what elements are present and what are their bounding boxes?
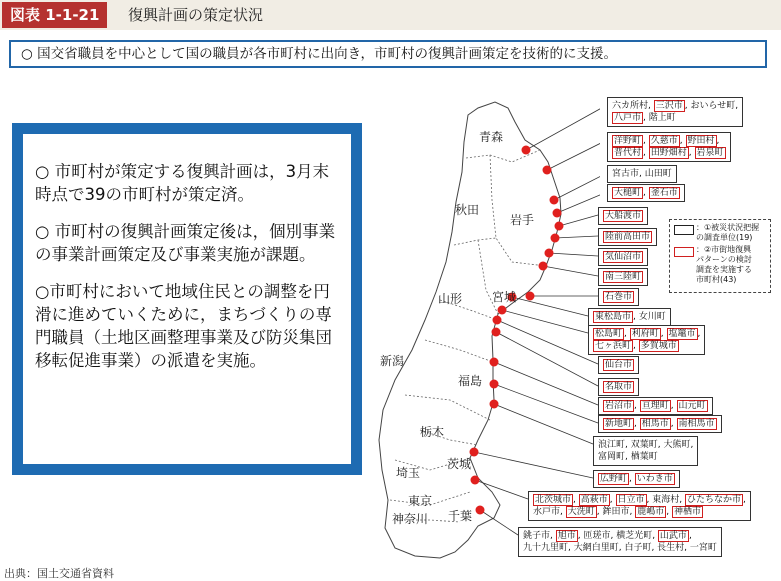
municipality-name: , bbox=[679, 136, 686, 146]
municipality-name-highlighted: 岩泉町 bbox=[696, 148, 724, 158]
pref-saitama: 埼玉 bbox=[396, 466, 421, 480]
source-note: 出典：国土交通省資料 bbox=[4, 567, 114, 580]
leader-line bbox=[543, 266, 598, 276]
municipality-name-highlighted: 新地町 bbox=[605, 419, 633, 429]
area-marker bbox=[498, 306, 507, 315]
area-marker bbox=[493, 316, 502, 325]
municipality-name-highlighted: いわき市 bbox=[636, 474, 673, 484]
pref-tochigi: 栃木 bbox=[420, 425, 445, 439]
legend-item-2: ：②市街地復興 パターンの検討 調査を実施する 市町村(43) bbox=[696, 245, 752, 284]
area-marker bbox=[550, 196, 559, 205]
label-line bbox=[593, 311, 666, 323]
leader-line bbox=[496, 332, 598, 386]
leader-line bbox=[494, 384, 598, 423]
municipality-name: , 女川町 bbox=[633, 312, 666, 322]
municipality-name-highlighted: 三沢市 bbox=[655, 101, 683, 111]
leader-line bbox=[494, 362, 598, 405]
leader-line bbox=[526, 105, 600, 150]
municipality-name: , bbox=[609, 495, 616, 505]
label-line bbox=[603, 418, 717, 430]
municipality-name: , 東海村, bbox=[646, 495, 685, 505]
municipality-name-highlighted: 利府町 bbox=[631, 329, 659, 339]
municipality-label-19 bbox=[518, 527, 722, 557]
figure-title: 復興計画の策定状況 bbox=[128, 6, 264, 24]
municipality-name: , bbox=[629, 474, 635, 484]
municipality-name: , 階上町 bbox=[643, 113, 676, 123]
summary-banner: ○ 国交省職員を中心として国の職員が各市町村に出向き，市町村の復興計画策定を技術的に支援。 bbox=[9, 40, 767, 68]
label-line bbox=[598, 473, 675, 485]
municipality-label-8 bbox=[598, 268, 648, 286]
municipality-name-highlighted: 相馬市 bbox=[641, 419, 669, 429]
municipality-name-highlighted: ひたちなか市 bbox=[686, 495, 741, 505]
area-marker bbox=[476, 506, 485, 515]
municipality-name-highlighted: 旭市 bbox=[557, 531, 576, 541]
municipality-name: 宮古市, 山田町 bbox=[612, 169, 672, 179]
label-line bbox=[603, 271, 643, 283]
municipality-name: 九十九里町, 大網白里町, 白子町, 長生村, 一宮町 bbox=[523, 543, 717, 553]
municipality-name-highlighted: 七ヶ浜町 bbox=[595, 341, 632, 351]
label-line bbox=[603, 359, 634, 371]
leader-line bbox=[554, 173, 600, 200]
leader-line bbox=[497, 320, 598, 364]
municipality-name: 富岡町, 楢葉町 bbox=[598, 452, 658, 462]
municipality-name: , bbox=[688, 531, 692, 541]
municipality-name: , bbox=[624, 329, 630, 339]
municipality-name-highlighted: 広野町 bbox=[600, 474, 628, 484]
municipality-label-16 bbox=[593, 436, 698, 466]
label-line bbox=[612, 100, 738, 112]
label-line bbox=[593, 328, 700, 340]
municipality-name: , 鉾田市, bbox=[596, 507, 636, 517]
leader-line bbox=[512, 297, 588, 316]
info-point-1: ○ 市町村が策定する復興計画は，3月末時点で39の市町村が策定済。 bbox=[35, 162, 330, 204]
label-line bbox=[612, 187, 680, 199]
figure-label: 図表 1-1-21 bbox=[2, 2, 107, 28]
municipality-name: , bbox=[634, 419, 640, 429]
pref-ibaraki: 茨城 bbox=[447, 457, 472, 471]
pref-iwate: 岩手 bbox=[510, 213, 535, 227]
municipality-name-highlighted: 気仙沼市 bbox=[605, 252, 642, 262]
leader-line bbox=[547, 140, 600, 170]
area-marker bbox=[471, 476, 480, 485]
header-bar bbox=[0, 0, 781, 30]
info-panel-body bbox=[23, 134, 351, 464]
municipality-name-highlighted: 大槌町 bbox=[614, 188, 642, 198]
area-marker bbox=[490, 400, 499, 409]
municipality-name-highlighted: 普代村 bbox=[614, 148, 642, 158]
label-line bbox=[598, 451, 693, 463]
pref-akita: 秋田 bbox=[455, 203, 480, 217]
municipality-name-highlighted: 高萩市 bbox=[580, 495, 608, 505]
legend-red-box bbox=[674, 247, 694, 257]
municipality-name-highlighted: 北茨城市 bbox=[535, 495, 572, 505]
area-marker bbox=[539, 262, 548, 271]
pref-tokyo: 東京 bbox=[408, 494, 433, 508]
municipality-name-highlighted: 松島町 bbox=[595, 329, 623, 339]
municipality-name-highlighted: 仙台市 bbox=[605, 360, 633, 370]
pref-fukushima: 福島 bbox=[458, 374, 483, 388]
municipality-label-17 bbox=[593, 470, 680, 488]
map-landmass bbox=[379, 102, 561, 558]
municipality-label-3 bbox=[607, 165, 677, 183]
municipality-name-highlighted: 久慈市 bbox=[650, 136, 678, 146]
municipality-name-highlighted: 釜石市 bbox=[650, 188, 678, 198]
municipality-name-highlighted: 洋野町 bbox=[614, 136, 642, 146]
label-line bbox=[612, 147, 726, 159]
municipality-name-highlighted: 大船渡市 bbox=[605, 211, 642, 221]
info-panel bbox=[12, 123, 362, 475]
municipality-name-highlighted: 多賀城市 bbox=[640, 341, 677, 351]
leader-line bbox=[494, 404, 593, 444]
municipality-name: , bbox=[666, 507, 672, 517]
municipality-label-12 bbox=[598, 356, 639, 374]
municipality-name-highlighted: 南相馬市 bbox=[678, 419, 715, 429]
municipality-name: , bbox=[688, 148, 695, 158]
municipality-label-4 bbox=[607, 184, 685, 202]
municipality-name-highlighted: 大洗町 bbox=[567, 507, 595, 517]
area-marker bbox=[551, 234, 560, 243]
municipality-name: , 匝瑳市, 横芝光町, bbox=[577, 531, 658, 541]
municipality-name-highlighted: 八戸市 bbox=[614, 113, 642, 123]
municipality-name-highlighted: 亘理町 bbox=[641, 401, 669, 411]
pref-kanagawa: 神奈川 bbox=[392, 512, 429, 526]
municipality-name: , bbox=[643, 188, 649, 198]
municipality-label-2 bbox=[607, 132, 731, 162]
municipality-name: , bbox=[670, 401, 677, 411]
label-line bbox=[523, 530, 717, 542]
municipality-name: , bbox=[660, 329, 667, 339]
legend-item-1: ：①被災状況把握 の調査単位(19) bbox=[696, 223, 760, 242]
municipality-name-highlighted: 日立市 bbox=[617, 495, 645, 505]
municipality-name-highlighted: 名取市 bbox=[605, 382, 633, 392]
pref-niigata: 新潟 bbox=[380, 354, 405, 368]
municipality-name: , bbox=[633, 341, 639, 351]
leader-line bbox=[502, 310, 588, 333]
municipality-name-highlighted: 塩竈市 bbox=[668, 329, 696, 339]
area-marker bbox=[490, 380, 499, 389]
legend bbox=[669, 219, 771, 293]
area-marker bbox=[490, 358, 499, 367]
municipality-label-7 bbox=[598, 248, 648, 266]
label-line bbox=[593, 340, 700, 352]
leader-line bbox=[559, 215, 598, 226]
municipality-name: , bbox=[716, 136, 720, 146]
municipality-name: , bbox=[643, 136, 649, 146]
municipality-name: 銚子市, bbox=[523, 531, 556, 541]
municipality-name: , bbox=[573, 495, 579, 505]
area-marker bbox=[526, 292, 535, 301]
info-point-2: ○ 市町村の復興計画策定後は，個別事業の事業計画策定及び事業実施が課題。 bbox=[35, 222, 336, 264]
municipality-label-5 bbox=[598, 207, 648, 225]
label-line bbox=[533, 494, 746, 506]
pref-yamagata: 山形 bbox=[438, 292, 463, 306]
municipality-name-highlighted: 山元町 bbox=[678, 401, 706, 411]
label-line bbox=[603, 291, 634, 303]
label-line bbox=[603, 210, 643, 222]
municipality-name-highlighted: 岩沼市 bbox=[605, 401, 633, 411]
label-line bbox=[603, 231, 652, 243]
municipality-name: 水戸市, bbox=[533, 507, 566, 517]
municipality-label-11 bbox=[588, 325, 705, 355]
municipality-label-1 bbox=[607, 97, 743, 127]
municipality-label-15 bbox=[598, 415, 722, 433]
municipality-name-highlighted: 神栖市 bbox=[673, 507, 701, 517]
pref-chiba: 千葉 bbox=[448, 509, 473, 523]
label-line bbox=[612, 168, 672, 180]
municipality-label-18 bbox=[528, 491, 751, 521]
pref-miyagi: 宮城 bbox=[492, 290, 517, 304]
label-line bbox=[603, 400, 708, 412]
municipality-name: , bbox=[634, 401, 640, 411]
label-line bbox=[603, 251, 643, 263]
area-marker bbox=[553, 209, 562, 218]
municipality-name-highlighted: 山武市 bbox=[659, 531, 687, 541]
municipality-name: , bbox=[697, 329, 701, 339]
municipality-label-10 bbox=[588, 308, 671, 326]
municipality-name: , bbox=[643, 148, 649, 158]
municipality-name-highlighted: 鹿嶋市 bbox=[637, 507, 665, 517]
label-line bbox=[612, 112, 738, 124]
municipality-name-highlighted: 陸前高田市 bbox=[605, 232, 651, 242]
municipality-name-highlighted: 野田村 bbox=[687, 136, 715, 146]
municipality-name-highlighted: 東松島市 bbox=[595, 312, 632, 322]
municipality-label-13 bbox=[598, 378, 639, 396]
municipality-label-14 bbox=[598, 397, 713, 415]
label-line bbox=[533, 506, 746, 518]
leader-line bbox=[555, 236, 598, 238]
leader-line bbox=[549, 253, 598, 256]
info-point-3: ○市町村において地域住民との調整を円滑に進めていくために，まちづくりの専門職員（土地区画整理事業及び防災集団移転促進事業）の派遣を実施。 bbox=[35, 282, 332, 370]
pref-aomori: 青森 bbox=[479, 130, 504, 144]
area-marker bbox=[543, 166, 552, 175]
area-marker bbox=[522, 146, 531, 155]
municipality-name: , bbox=[670, 419, 677, 429]
area-marker bbox=[545, 249, 554, 258]
area-marker bbox=[555, 222, 564, 231]
municipality-label-9 bbox=[598, 288, 639, 306]
municipality-name: 六カ所村, bbox=[612, 101, 654, 111]
municipality-label-6 bbox=[598, 228, 657, 246]
municipality-name-highlighted: 石巻市 bbox=[605, 292, 633, 302]
municipality-name: , bbox=[742, 495, 746, 505]
leader-line bbox=[474, 452, 593, 478]
label-line bbox=[603, 381, 634, 393]
legend-black-box bbox=[674, 225, 694, 235]
area-marker bbox=[492, 328, 501, 337]
label-line bbox=[523, 542, 717, 554]
municipality-name-highlighted: 南三陸町 bbox=[605, 272, 642, 282]
municipality-name-highlighted: 田野畑村 bbox=[650, 148, 687, 158]
municipality-name: 浪江町, 双葉町, 大熊町, bbox=[598, 440, 694, 450]
label-line bbox=[598, 439, 693, 451]
label-line bbox=[612, 135, 726, 147]
municipality-name: , おいらせ町, bbox=[684, 101, 739, 111]
